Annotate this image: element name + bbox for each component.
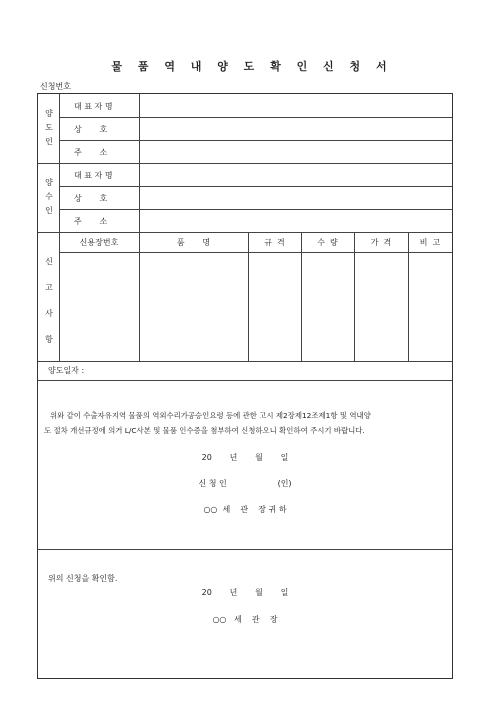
col-quantity: 수 량 xyxy=(317,238,338,247)
col-spec: 규 격 xyxy=(264,238,285,247)
confirmation-signer: ○○ 세 관 장 xyxy=(212,615,278,624)
declaration-label: 신 고 사 항 xyxy=(45,257,53,344)
body-text-line1: 위와 같이 수출자유지역 물품의 역외수리가공승인요령 등에 관한 고시 제2장제12조제1항 및 역내양 xyxy=(50,411,371,420)
transfer-date-label: 양도일자 : xyxy=(48,366,85,375)
addressee-line: ○○ 세 관 장 귀 하 xyxy=(203,505,287,514)
transferor-rep-name-label: 대 표 자 명 xyxy=(74,102,113,111)
confirmation-date: 20 년 월 일 xyxy=(201,588,289,597)
transferor-company-label: 상 호 xyxy=(74,125,108,134)
col-item-name: 품 명 xyxy=(176,238,211,247)
transferor-address-label: 주 소 xyxy=(74,148,108,157)
transferee-label: 양 수 인 xyxy=(45,178,53,215)
form-title: 물 품 역 내 양 도 확 인 신 청 서 xyxy=(111,60,393,73)
col-lc-number: 신용장번호 xyxy=(79,238,119,247)
transferee-company-label: 상 호 xyxy=(74,194,108,203)
col-remarks: 비 고 xyxy=(419,238,441,247)
body-text-line2: 도 절차 개선규정에 의거 L/C사본 및 물품 인수증을 첨부하여 신청하오니 확인하여 주시기 바랍니다. xyxy=(44,426,365,435)
transferee-rep-name-label: 대 표 자 명 xyxy=(74,171,113,180)
applicant-line: 신 청 인 (인) xyxy=(198,479,292,488)
col-price: 가 격 xyxy=(370,238,392,247)
application-date: 20 년 월 일 xyxy=(201,453,289,462)
transferor-label: 양 도 인 xyxy=(45,109,53,146)
form-table xyxy=(37,93,453,679)
application-number-label: 신청번호 xyxy=(40,82,71,91)
transferee-address-label: 주 소 xyxy=(74,217,108,226)
confirmation-text: 위의 신청을 확인함. xyxy=(48,574,118,583)
